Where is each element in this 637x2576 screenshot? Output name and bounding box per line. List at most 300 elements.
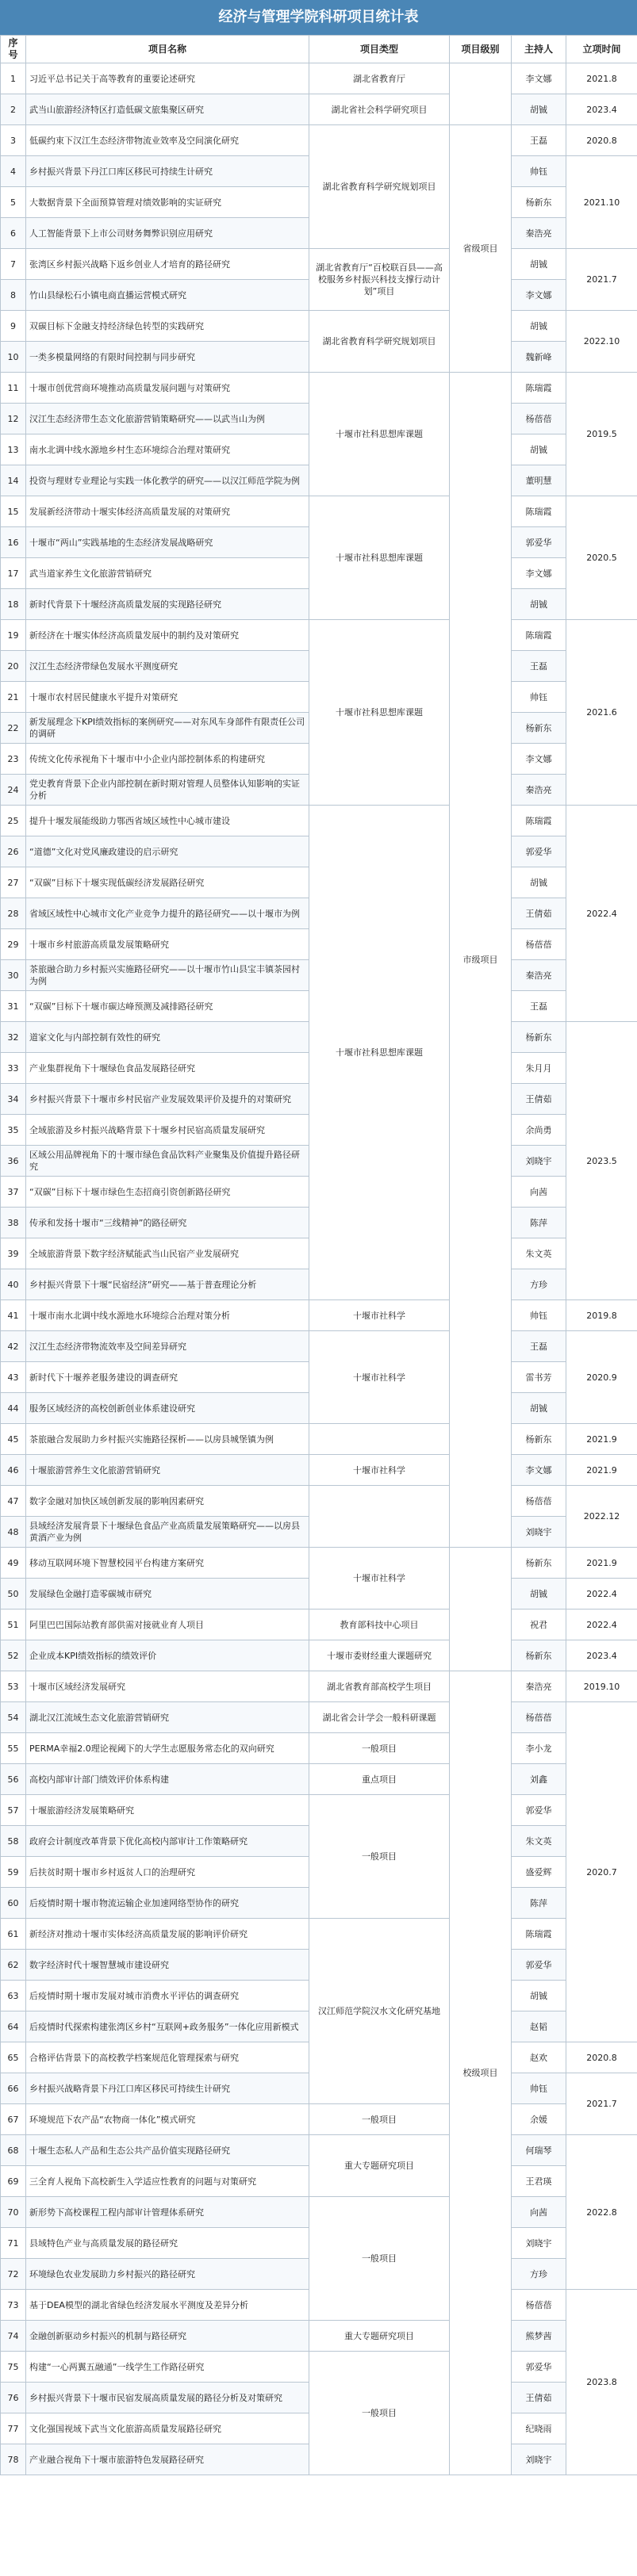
cell-seq: 24 — [1, 775, 26, 806]
cell-host: 李文娜 — [512, 280, 566, 311]
cell-seq: 9 — [1, 311, 26, 342]
cell-host: 胡铖 — [512, 867, 566, 898]
cell-project-type: 湖北省教育科学研究规划项目 — [309, 125, 450, 249]
cell-project-name: 汉江生态经济带生态文化旅游营销策略研究——以武当山为例 — [26, 404, 309, 434]
cell-project-name: PERMA幸福2.0理论视阈下的大学生志愿服务常态化的双向研究 — [26, 1733, 309, 1764]
table-row — [1, 1733, 637, 1764]
table-row — [1, 63, 637, 94]
cell-project-name: 十堰旅游营养生文化旅游营销研究 — [26, 1455, 309, 1486]
cell-seq: 4 — [1, 156, 26, 187]
cell-seq: 5 — [1, 187, 26, 218]
cell-seq: 3 — [1, 125, 26, 156]
cell-host: 杨蓓蓓 — [512, 929, 566, 960]
cell-project-name: 区域公用品牌视角下的十堰市绿色食品饮料产业聚集及价值提升路径研究 — [26, 1146, 309, 1177]
cell-host: 杨新东 — [512, 187, 566, 218]
cell-host: 刘晓宇 — [512, 1517, 566, 1548]
cell-project-type: 重大专题研究项目 — [309, 2321, 450, 2352]
cell-seq: 11 — [1, 373, 26, 404]
cell-start-time: 2020.8 — [566, 2042, 637, 2073]
cell-host: 胡铖 — [512, 1981, 566, 2011]
cell-project-type: 一般项目 — [309, 1795, 450, 1919]
cell-host: 方珍 — [512, 2259, 566, 2290]
cell-project-name: 环境规范下农产品“农物商一体化”模式研究 — [26, 2104, 309, 2135]
cell-host: 陈瑞霞 — [512, 496, 566, 527]
cell-seq: 31 — [1, 991, 26, 1022]
cell-project-type: 湖北省社会科学研究项目 — [309, 94, 450, 125]
cell-host: 陈瑞霞 — [512, 373, 566, 404]
cell-host: 刘晓宇 — [512, 2444, 566, 2475]
cell-host: 杨新东 — [512, 713, 566, 744]
cell-project-type: 湖北省教育部高校学生项目 — [309, 1671, 450, 1702]
cell-seq: 55 — [1, 1733, 26, 1764]
cell-host: 赵欢 — [512, 2042, 566, 2073]
cell-project-level — [450, 63, 512, 125]
cell-seq: 67 — [1, 2104, 26, 2135]
cell-project-name: 传统文化传承视角下十堰市中小企业内部控制体系的构建研究 — [26, 744, 309, 775]
cell-project-name: 政府会计制度改革背景下优化高校内部审计工作策略研究 — [26, 1826, 309, 1857]
cell-host: 李文娜 — [512, 744, 566, 775]
projects-table — [0, 35, 637, 2475]
cell-seq: 46 — [1, 1455, 26, 1486]
cell-start-time: 2019.10 — [566, 1671, 637, 1702]
cell-project-type — [309, 1424, 450, 1455]
cell-start-time: 2019.5 — [566, 373, 637, 496]
cell-seq: 54 — [1, 1702, 26, 1733]
table-row — [1, 2104, 637, 2135]
cell-seq: 51 — [1, 1610, 26, 1640]
cell-host: 王磊 — [512, 125, 566, 156]
cell-host: 王磊 — [512, 1331, 566, 1362]
cell-host: 向茜 — [512, 1177, 566, 1208]
cell-host: 杨新东 — [512, 1640, 566, 1671]
header-row — [1, 36, 637, 63]
table-row — [1, 1300, 637, 1331]
cell-host: 陈萍 — [512, 1208, 566, 1238]
cell-project-name: 新时代背景下十堰经济高质量发展的实现路径研究 — [26, 589, 309, 620]
cell-seq: 52 — [1, 1640, 26, 1671]
table-row — [1, 1548, 637, 1579]
cell-project-name: 县域经济发展背景下十堰绿色食品产业高质量发展策略研究——以房县黄酒产业为例 — [26, 1517, 309, 1548]
cell-project-type: 重点项目 — [309, 1764, 450, 1795]
cell-project-name: 新形势下高校课程工程内部审计管理体系研究 — [26, 2197, 309, 2228]
cell-host: 方珍 — [512, 1269, 566, 1300]
cell-host: 杨新东 — [512, 1424, 566, 1455]
cell-host: 杨蓓蓓 — [512, 1702, 566, 1733]
table-row — [1, 249, 637, 280]
cell-seq: 72 — [1, 2259, 26, 2290]
cell-project-name: 茶旅融合助力乡村振兴实施路径研究——以十堰市竹山县宝丰镇茶园村为例 — [26, 960, 309, 991]
cell-start-time: 2021.6 — [566, 620, 637, 806]
cell-project-name: 乡村振兴背景下十堰市乡村民宿产业发展效果评价及提升的对策研究 — [26, 1084, 309, 1115]
cell-project-type: 一般项目 — [309, 2352, 450, 2475]
cell-project-type: 湖北省教育厅“百校联百县——高校服务乡村振兴科技支撑行动计划”项目 — [309, 249, 450, 311]
cell-project-type: 十堰市社科思想库课题 — [309, 373, 450, 496]
cell-host: 帅钰 — [512, 1300, 566, 1331]
cell-seq: 62 — [1, 1950, 26, 1981]
cell-seq: 48 — [1, 1517, 26, 1548]
cell-host: 秦浩亮 — [512, 960, 566, 991]
table-row — [1, 1455, 637, 1486]
cell-project-type: 十堰市社科思想库课题 — [309, 496, 450, 620]
cell-seq: 38 — [1, 1208, 26, 1238]
cell-project-name: 发展新经济带动十堰实体经济高质量发展的对策研究 — [26, 496, 309, 527]
cell-project-name: 党史教育背景下企业内部控制在新时期对管理人员整体认知影响的实证分析 — [26, 775, 309, 806]
cell-seq: 16 — [1, 527, 26, 558]
cell-project-name: 产业融合视角下十堰市旅游特色发展路径研究 — [26, 2444, 309, 2475]
cell-project-name: 环境绿色农业发展助力乡村振兴的路径研究 — [26, 2259, 309, 2290]
cell-host: 郭爱华 — [512, 2352, 566, 2383]
cell-host: 雷书芳 — [512, 1362, 566, 1393]
cell-seq: 36 — [1, 1146, 26, 1177]
cell-seq: 59 — [1, 1857, 26, 1888]
cell-seq: 64 — [1, 2011, 26, 2042]
cell-project-type: 一般项目 — [309, 1733, 450, 1764]
cell-start-time: 2023.4 — [566, 1640, 637, 1671]
cell-seq: 25 — [1, 806, 26, 836]
page-title: 经济与管理学院科研项目统计表 — [0, 0, 637, 35]
cell-start-time: 2021.7 — [566, 249, 637, 311]
cell-project-name: 双碳目标下金融支持经济绿色转型的实践研究 — [26, 311, 309, 342]
table-row — [1, 2197, 637, 2228]
cell-seq: 33 — [1, 1053, 26, 1084]
cell-project-type: 十堰市社科学 — [309, 1455, 450, 1486]
cell-seq: 6 — [1, 218, 26, 249]
cell-project-name: 数字金融对加快区域创新发展的影响因素研究 — [26, 1486, 309, 1517]
cell-project-name: 十堰市创优营商环境推动高质量发展问题与对策研究 — [26, 373, 309, 404]
cell-project-name: “双碳”目标下十堰市碳达峰预测及减排路径研究 — [26, 991, 309, 1022]
cell-project-type: 一般项目 — [309, 2104, 450, 2135]
cell-project-name: 传承和发扬十堰市“三线精神”的路径研究 — [26, 1208, 309, 1238]
cell-project-name: 竹山县绿松石小镇电商直播运营模式研究 — [26, 280, 309, 311]
table-row — [1, 1795, 637, 1826]
cell-project-name: 新经济对推动十堰市实体经济高质量发展的影响评价研究 — [26, 1919, 309, 1950]
cell-project-name: 移动互联网环境下智慧校园平台构建方案研究 — [26, 1548, 309, 1579]
cell-host: 王倩茹 — [512, 2383, 566, 2413]
header-time: 立项时间 — [566, 36, 637, 63]
table-row — [1, 125, 637, 156]
cell-project-name: 十堰旅游经济发展策略研究 — [26, 1795, 309, 1826]
cell-project-name: “双碳”目标下十堰市绿色生态招商引资创新路径研究 — [26, 1177, 309, 1208]
cell-start-time: 2022.8 — [566, 2135, 637, 2290]
cell-project-type: 教育部科技中心项目 — [309, 1610, 450, 1640]
cell-seq: 74 — [1, 2321, 26, 2352]
cell-host: 余媛 — [512, 2104, 566, 2135]
cell-project-name: 省域区域性中心城市文化产业竞争力提升的路径研究——以十堰市为例 — [26, 898, 309, 929]
cell-seq: 15 — [1, 496, 26, 527]
cell-host: 刘晓宇 — [512, 2228, 566, 2259]
header-name: 项目名称 — [26, 36, 309, 63]
table-row — [1, 806, 637, 836]
cell-start-time: 2022.10 — [566, 311, 637, 373]
cell-host: 董明慧 — [512, 465, 566, 496]
cell-seq: 1 — [1, 63, 26, 94]
cell-project-name: 发展绿色金融打造零碳城市研究 — [26, 1579, 309, 1610]
cell-host: 向茜 — [512, 2197, 566, 2228]
cell-seq: 7 — [1, 249, 26, 280]
cell-project-level: 省级项目 — [450, 125, 512, 373]
cell-project-name: 乡村振兴战略背景下丹江口库区移民可持续生计研究 — [26, 2073, 309, 2104]
cell-start-time: 2023.4 — [566, 94, 637, 125]
cell-project-level — [450, 1548, 512, 1671]
cell-host: 王倩茹 — [512, 898, 566, 929]
cell-host: 帅钰 — [512, 2073, 566, 2104]
table-row — [1, 1486, 637, 1517]
table-row — [1, 94, 637, 125]
cell-seq: 45 — [1, 1424, 26, 1455]
table-row — [1, 1702, 637, 1733]
cell-seq: 71 — [1, 2228, 26, 2259]
header-level: 项目级别 — [450, 36, 512, 63]
table-row — [1, 1764, 637, 1795]
table-row — [1, 1610, 637, 1640]
cell-project-name: 金融创新驱动乡村振兴的机制与路径研究 — [26, 2321, 309, 2352]
cell-project-name: 汉江生态经济带物流效率及空间差异研究 — [26, 1331, 309, 1362]
cell-project-type: 湖北省教育科学研究规划项目 — [309, 311, 450, 373]
cell-seq: 61 — [1, 1919, 26, 1950]
cell-project-name: 习近平总书记关于高等教育的重要论述研究 — [26, 63, 309, 94]
cell-project-name: 全域旅游及乡村振兴战略背景下十堰乡村民宿高质量发展研究 — [26, 1115, 309, 1146]
table-row — [1, 496, 637, 527]
cell-start-time: 2023.8 — [566, 2290, 637, 2475]
cell-seq: 34 — [1, 1084, 26, 1115]
cell-host: 郭爱华 — [512, 1795, 566, 1826]
cell-project-name: 汉江生态经济带绿色发展水平测度研究 — [26, 651, 309, 682]
cell-seq: 57 — [1, 1795, 26, 1826]
cell-host: 朱月月 — [512, 1053, 566, 1084]
cell-seq: 63 — [1, 1981, 26, 2011]
cell-seq: 2 — [1, 94, 26, 125]
cell-project-name: 企业成本KPI绩效指标的绩效评价 — [26, 1640, 309, 1671]
cell-project-name: 张湾区乡村振兴战略下返乡创业人才培育的路径研究 — [26, 249, 309, 280]
table-row — [1, 1331, 637, 1362]
cell-project-name: 十堰市区域经济发展研究 — [26, 1671, 309, 1702]
header-host: 主持人 — [512, 36, 566, 63]
cell-host: 盛爱辉 — [512, 1857, 566, 1888]
table-row — [1, 1919, 637, 1950]
cell-host: 赵韬 — [512, 2011, 566, 2042]
cell-project-name: 数字经济时代十堰智慧城市建设研究 — [26, 1950, 309, 1981]
cell-project-type: 十堰市社科思想库课题 — [309, 620, 450, 806]
cell-seq: 53 — [1, 1671, 26, 1702]
table-body — [1, 63, 637, 2475]
cell-start-time: 2020.9 — [566, 1331, 637, 1424]
cell-project-name: 湖北汉江流域生态文化旅游营销研究 — [26, 1702, 309, 1733]
cell-project-name: 新时代下十堰养老服务建设的调查研究 — [26, 1362, 309, 1393]
cell-seq: 41 — [1, 1300, 26, 1331]
table-row — [1, 1640, 637, 1671]
cell-host: 胡铖 — [512, 1393, 566, 1424]
cell-seq: 29 — [1, 929, 26, 960]
cell-project-name: 三全育人视角下高校新生入学适应性教育的问题与对策研究 — [26, 2166, 309, 2197]
cell-seq: 42 — [1, 1331, 26, 1362]
cell-seq: 78 — [1, 2444, 26, 2475]
cell-project-name: “道德”文化对党风廉政建设的启示研究 — [26, 836, 309, 867]
cell-project-name: 乡村振兴背景下十堰市民宿发展高质量发展的路径分析及对策研究 — [26, 2383, 309, 2413]
cell-host: 郭爱华 — [512, 836, 566, 867]
table-row — [1, 2135, 637, 2166]
cell-project-name: 十堰市乡村旅游高质量发展策略研究 — [26, 929, 309, 960]
cell-start-time: 2021.7 — [566, 2073, 637, 2135]
cell-seq: 17 — [1, 558, 26, 589]
cell-project-level: 校级项目 — [450, 1671, 512, 2475]
cell-seq: 28 — [1, 898, 26, 929]
cell-project-type — [309, 1486, 450, 1548]
cell-host: 陈瑞霞 — [512, 1919, 566, 1950]
cell-start-time: 2021.9 — [566, 1424, 637, 1455]
cell-seq: 19 — [1, 620, 26, 651]
cell-seq: 23 — [1, 744, 26, 775]
cell-project-name: 县域特色产业与高质量发展的路径研究 — [26, 2228, 309, 2259]
cell-seq: 69 — [1, 2166, 26, 2197]
cell-project-name: 构建“一心两翼五融通”一线学生工作路径研究 — [26, 2352, 309, 2383]
cell-seq: 18 — [1, 589, 26, 620]
cell-seq: 14 — [1, 465, 26, 496]
cell-seq: 21 — [1, 682, 26, 713]
cell-project-name: 投资与理财专业理论与实践一体化教学的研究——以汉江师范学院为例 — [26, 465, 309, 496]
cell-seq: 27 — [1, 867, 26, 898]
cell-start-time: 2020.5 — [566, 496, 637, 620]
cell-host: 胡铖 — [512, 589, 566, 620]
table-row — [1, 373, 637, 404]
cell-host: 胡铖 — [512, 94, 566, 125]
cell-host: 郭爱华 — [512, 527, 566, 558]
cell-seq: 37 — [1, 1177, 26, 1208]
cell-start-time: 2021.8 — [566, 63, 637, 94]
cell-seq: 8 — [1, 280, 26, 311]
table-row — [1, 2352, 637, 2383]
cell-project-type: 重大专题研究项目 — [309, 2135, 450, 2197]
cell-seq: 26 — [1, 836, 26, 867]
cell-host: 陈瑞霞 — [512, 620, 566, 651]
cell-host: 王磊 — [512, 991, 566, 1022]
cell-project-name: 武当山旅游经济特区打造低碳文旅集聚区研究 — [26, 94, 309, 125]
cell-project-name: 南水北调中线水源地乡村生态环境综合治理对策研究 — [26, 434, 309, 465]
cell-start-time: 2020.8 — [566, 125, 637, 156]
cell-host: 李文娜 — [512, 558, 566, 589]
cell-host: 胡铖 — [512, 1579, 566, 1610]
cell-start-time: 2021.10 — [566, 156, 637, 249]
cell-host: 魏新峰 — [512, 342, 566, 373]
cell-project-name: 后扶贫时期十堰市乡村返贫人口的治理研究 — [26, 1857, 309, 1888]
table-row — [1, 1671, 637, 1702]
cell-seq: 32 — [1, 1022, 26, 1053]
cell-host: 杨蓓蓓 — [512, 404, 566, 434]
cell-project-type: 湖北省教育厅 — [309, 63, 450, 94]
cell-start-time: 2022.12 — [566, 1486, 637, 1548]
cell-seq: 44 — [1, 1393, 26, 1424]
cell-project-name: 产业集群视角下十堰绿色食品发展路径研究 — [26, 1053, 309, 1084]
cell-project-type: 湖北省会计学会一般科研课题 — [309, 1702, 450, 1733]
cell-seq: 56 — [1, 1764, 26, 1795]
cell-host: 刘鑫 — [512, 1764, 566, 1795]
cell-start-time: 2019.8 — [566, 1300, 637, 1331]
cell-host: 杨蓓蓓 — [512, 2290, 566, 2321]
cell-host: 熊梦茜 — [512, 2321, 566, 2352]
cell-host: 帅钰 — [512, 682, 566, 713]
cell-host: 陈萍 — [512, 1888, 566, 1919]
cell-seq: 50 — [1, 1579, 26, 1610]
cell-start-time: 2023.5 — [566, 1022, 637, 1300]
cell-seq: 70 — [1, 2197, 26, 2228]
cell-project-type: 汉江师范学院汉水文化研究基地 — [309, 1919, 450, 2104]
cell-seq: 13 — [1, 434, 26, 465]
cell-start-time: 2021.9 — [566, 1548, 637, 1579]
cell-host: 何瑞琴 — [512, 2135, 566, 2166]
cell-seq: 58 — [1, 1826, 26, 1857]
cell-project-type: 十堰市社科学 — [309, 1331, 450, 1424]
cell-project-name: 后疫情时期十堰市发展对城市消费水平评估的调查研究 — [26, 1981, 309, 2011]
cell-project-name: 后疫情时代探索构建张湾区乡村“互联网+政务服务”一体化应用新模式 — [26, 2011, 309, 2042]
cell-start-time: 2022.4 — [566, 1610, 637, 1640]
cell-project-name: 人工智能背景下上市公司财务舞弊识别应用研究 — [26, 218, 309, 249]
cell-project-name: 高校内部审计部门绩效评价体系构建 — [26, 1764, 309, 1795]
cell-seq: 66 — [1, 2073, 26, 2104]
cell-host: 李小龙 — [512, 1733, 566, 1764]
cell-host: 秦浩亮 — [512, 775, 566, 806]
cell-seq: 22 — [1, 713, 26, 744]
cell-host: 王倩茹 — [512, 1084, 566, 1115]
cell-host: 杨蓓蓓 — [512, 1486, 566, 1517]
cell-seq: 39 — [1, 1238, 26, 1269]
cell-project-name: 合格评估背景下的高校教学档案规范化管理探索与研究 — [26, 2042, 309, 2073]
cell-host: 杨新东 — [512, 1022, 566, 1053]
cell-host: 祝君 — [512, 1610, 566, 1640]
cell-project-name: 基于DEA模型的湖北省绿色经济发展水平测度及差异分析 — [26, 2290, 309, 2321]
cell-seq: 40 — [1, 1269, 26, 1300]
cell-seq: 75 — [1, 2352, 26, 2383]
cell-project-name: 十堰市“两山”实践基地的生态经济发展战略研究 — [26, 527, 309, 558]
cell-seq: 65 — [1, 2042, 26, 2073]
table-row — [1, 1424, 637, 1455]
table-row — [1, 2321, 637, 2352]
cell-project-name: 阿里巴巴国际站教育部供需对接就业育人项目 — [26, 1610, 309, 1640]
cell-host: 朱文英 — [512, 1238, 566, 1269]
cell-seq: 35 — [1, 1115, 26, 1146]
cell-start-time: 2022.4 — [566, 1579, 637, 1610]
cell-seq: 47 — [1, 1486, 26, 1517]
cell-seq: 30 — [1, 960, 26, 991]
cell-project-name: 后疫情时期十堰市物流运输企业加速网络型协作的研究 — [26, 1888, 309, 1919]
cell-project-name: 大数据背景下全面预算管理对绩效影响的实证研究 — [26, 187, 309, 218]
cell-host: 秦浩亮 — [512, 1671, 566, 1702]
cell-project-name: 十堰市农村居民健康水平提升对策研究 — [26, 682, 309, 713]
cell-seq: 10 — [1, 342, 26, 373]
cell-seq: 49 — [1, 1548, 26, 1579]
cell-host: 刘晓宇 — [512, 1146, 566, 1177]
cell-seq: 60 — [1, 1888, 26, 1919]
cell-host: 纪晓雨 — [512, 2413, 566, 2444]
cell-project-name: 一类多模量网络的有限时间控制与同步研究 — [26, 342, 309, 373]
cell-seq: 68 — [1, 2135, 26, 2166]
cell-project-name: “双碳”目标下十堰实现低碳经济发展路径研究 — [26, 867, 309, 898]
cell-host: 陈瑞霞 — [512, 806, 566, 836]
cell-seq: 77 — [1, 2413, 26, 2444]
cell-project-type: 十堰市社科学 — [309, 1300, 450, 1331]
cell-seq: 73 — [1, 2290, 26, 2321]
cell-seq: 43 — [1, 1362, 26, 1393]
cell-host: 李文娜 — [512, 63, 566, 94]
cell-project-name: 新经济在十堰实体经济高质量发展中的制约及对策研究 — [26, 620, 309, 651]
cell-project-name: 茶旅融合发展助力乡村振兴实施路径探析——以房县城堡镇为例 — [26, 1424, 309, 1455]
cell-host: 李文娜 — [512, 1455, 566, 1486]
cell-project-name: 文化强国视域下武当文化旅游高质量发展路径研究 — [26, 2413, 309, 2444]
cell-host: 朱文英 — [512, 1826, 566, 1857]
cell-host: 帅钰 — [512, 156, 566, 187]
cell-seq: 12 — [1, 404, 26, 434]
cell-host: 余尚勇 — [512, 1115, 566, 1146]
cell-host: 杨新东 — [512, 1548, 566, 1579]
cell-host: 王君瑛 — [512, 2166, 566, 2197]
